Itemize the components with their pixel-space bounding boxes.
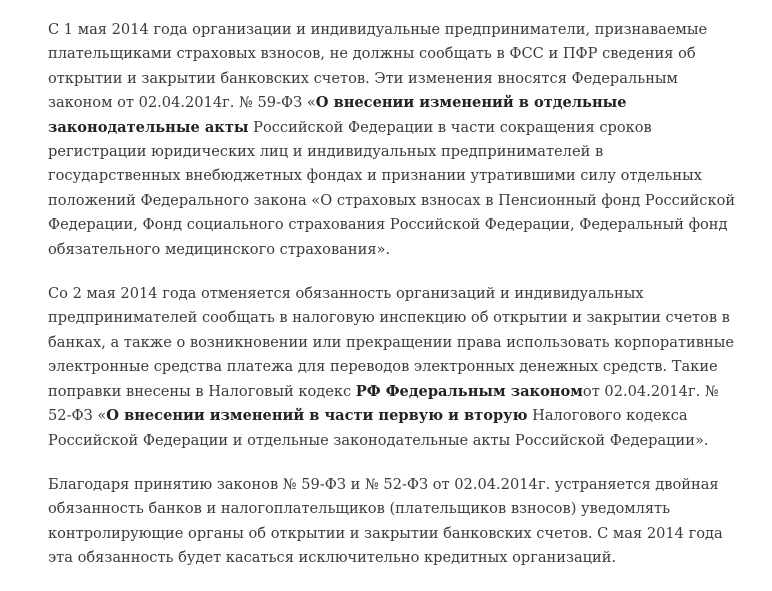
bold-law-title: О внесении изменений в отдельные законодательные акты [48,94,627,136]
text-run: Налогового кодекса Российской Федерации и отдельные законодательные акты Российской Федерации». [48,407,709,449]
bold-law-title: О внесении изменений в части первую и вторую [106,407,528,425]
text-run: Российской Федерации в части сокращения сроков регистрации юридических лиц и индивидуальных предпринимателей в государственных внебюджетных фондах и признании утратившими силу отдельных положений Федерального закона «О страховых взносах в Пенсионный фонд Российской Федерации, Фонд социального страхования Российской Федерации, Федеральный фонд обязательного медицинского страхования». [48,118,736,258]
paragraph-summary [48,473,738,571]
text-run: от 02.04.2014г. № 52-ФЗ « [48,382,719,425]
paragraph-fss-pfr [48,18,738,262]
text-run: С 1 мая 2014 года организации и индивидуальные предприниматели, признаваемые плательщиками страховых взносов, не должны сообщать в ФСС и ПФР сведения об открытии и закрытии банковских счетов. Эти изменения вносятся Федеральным законом от 02.04.2014г. № 59-ФЗ « [48,21,708,112]
text-run: Благодаря принятию законов № 59-ФЗ и № 52-ФЗ от 02.04.2014г. устраняется двойная обязанность банков и налогоплательщиков (плательщиков взносов) уведомлять контролирующие органы об открытии и закрытии банковских счетов. С мая 2014 года эта обязанность будет касаться исключительно кредитных организаций. [48,475,723,567]
text-run: Со 2 мая 2014 года отменяется обязанность организаций и индивидуальных предпринимателей сообщать в налоговую инспекцию об открытии и закрытии счетов в банках, а также о возникновении или прекращении права использовать корпоративные электронные средства платежа для переводов электронных денежных средств. Такие поправки внесены в Налоговый кодекс [48,285,734,400]
paragraph-tax-inspection [48,282,738,453]
article-body [48,18,738,591]
bold-federal-law: РФ Федеральным законом [355,382,583,400]
